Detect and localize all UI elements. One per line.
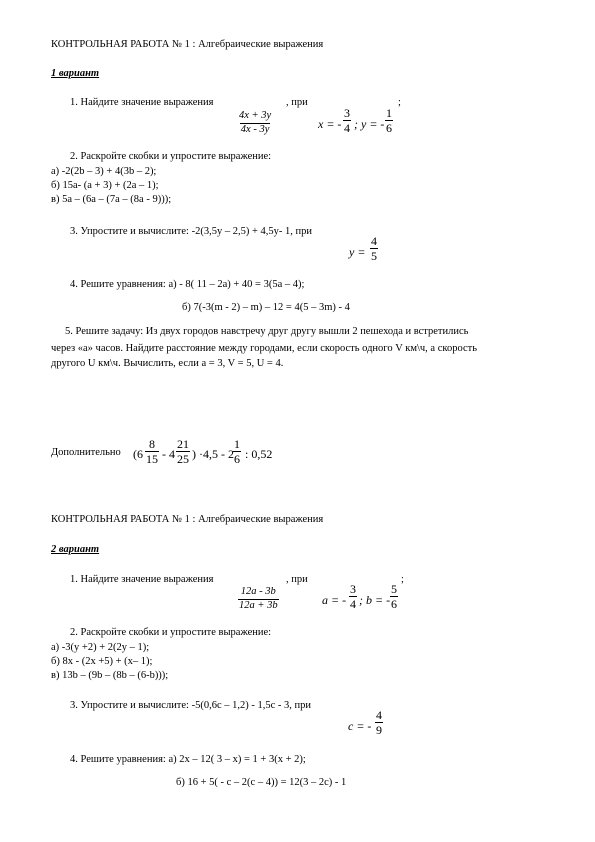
extra-fraction-1 xyxy=(145,438,159,465)
v2-task1-pri: , при xyxy=(286,574,308,585)
extra-f1-num: 8 xyxy=(149,437,155,451)
v2-task1-semicolon: ; xyxy=(401,574,404,585)
v2-task1-a-fraction xyxy=(349,583,357,610)
extra-mid: ) ·4,5 - 2 xyxy=(192,447,234,461)
v1-task1-y-lhs: ; y = - xyxy=(354,117,385,131)
v1-task3-y-fraction xyxy=(370,235,378,262)
v2-task4-b: б) 16 + 5( - c – 2(c – 4)) = 12(3 – 2c) - 1 xyxy=(176,777,347,788)
v1-task3-y-lhs: y = xyxy=(349,245,366,259)
v2-task1-b-num: 5 xyxy=(391,582,397,596)
v1-task2-c: в) 5a – (6a – (7a – (8a - 9))); xyxy=(51,194,172,205)
v2-task3-text: 3. Упростите и вычислите: -5(0,6c – 1,2) - 1,5c - 3, при xyxy=(70,700,312,711)
extra-f2-den: 25 xyxy=(177,452,189,466)
v2-task2-c: в) 13b – (9b – (8b – (6-b))); xyxy=(51,670,169,681)
v2-variant: 2 вариант xyxy=(51,544,100,555)
v1-task1-y-fraction xyxy=(385,107,393,134)
extra-label: Дополнительно xyxy=(51,447,121,458)
v2-task1-fraction xyxy=(238,587,279,611)
v1-task5-line2: через «a» часов. Найдите расстояние между городами, если скорость одного V км\ч, а скорость xyxy=(51,343,477,354)
v1-task1-x-fraction xyxy=(343,107,351,134)
v1-task3-y-den: 5 xyxy=(371,249,377,263)
v2-task1-a-den: 4 xyxy=(350,597,356,611)
v2-task1-text: 1. Найдите значение выражения xyxy=(70,574,214,585)
v2-task3-c-num: 4 xyxy=(376,708,382,722)
v1-task1-x-lhs: x = - xyxy=(318,117,342,131)
v1-task2-b: б) 15a- (a + 3) + (2a – 1); xyxy=(51,180,159,191)
v1-task1-semicolon: ; xyxy=(398,97,401,108)
v2-task1-a-num: 3 xyxy=(350,582,356,596)
v2-task1-b-lhs: ; b = - xyxy=(359,593,391,607)
v2-task1-numerator: 12a - 3b xyxy=(240,586,276,597)
v2-header: КОНТРОЛЬНАЯ РАБОТА № 1 : Алгебраические выражения xyxy=(51,514,324,525)
v1-task5-line3: другого U км\ч. Вычислить, если a = 3, V = 5, U = 4. xyxy=(51,358,284,369)
v2-task2-a: а) -3(y +2) + 2(2y – 1); xyxy=(51,642,150,653)
v1-task3-text: 3. Упростите и вычислите: -2(3,5y – 2,5) + 4,5y- 1, при xyxy=(70,226,312,237)
v1-task2-text: 2. Раскройте скобки и упростите выражение: xyxy=(70,151,272,162)
v1-task3-y-num: 4 xyxy=(371,234,377,248)
extra-f3-num: 1 xyxy=(234,437,240,451)
v2-task1-b-den: 6 xyxy=(391,597,397,611)
v1-task4-b: б) 7(-3(m - 2) – m) – 12 = 4(5 – 3m) - 4 xyxy=(182,302,350,313)
extra-fraction-3 xyxy=(233,438,241,465)
v1-task4-text: 4. Решите уравнения: а) - 8( 11 – 2a) + 40 = 3(5a – 4); xyxy=(70,279,305,290)
v2-task1-a-lhs: a = - xyxy=(322,593,347,607)
v2-task2-b: б) 8x - (2x +5) + (x– 1); xyxy=(51,656,153,667)
v1-task1-text: 1. Найдите значение выражения xyxy=(70,97,214,108)
v2-task1-denominator: 12a + 3b xyxy=(239,599,278,611)
extra-open: (6 xyxy=(133,447,143,461)
v1-task1-pri: , при xyxy=(286,97,308,108)
v1-task1-numerator: 4x + 3y xyxy=(239,110,272,121)
extra-fraction-2 xyxy=(176,438,190,465)
v1-header: КОНТРОЛЬНАЯ РАБОТА № 1 : Алгебраические выражения xyxy=(51,39,324,50)
extra-minus: - 4 xyxy=(162,447,175,461)
v1-task1-x-den: 4 xyxy=(344,121,350,135)
extra-end: : 0,52 xyxy=(245,447,273,461)
v2-task3-c-fraction xyxy=(375,709,383,736)
v2-task3-c-den: 9 xyxy=(376,723,382,737)
v2-task1-b-fraction xyxy=(390,583,398,610)
v1-task1-denominator: 4x - 3y xyxy=(240,123,270,135)
v1-task1-fraction xyxy=(238,111,272,135)
v1-variant: 1 вариант xyxy=(51,68,100,79)
v1-task1-x-num: 3 xyxy=(344,106,350,120)
v1-task2-a: а) -2(2b – 3) + 4(3b – 2); xyxy=(51,166,157,177)
v1-task5-line1: 5. Решите задачу: Из двух городов навстречу друг другу вышли 2 пешехода и встретились xyxy=(65,326,469,337)
v1-task1-y-den: 6 xyxy=(386,121,392,135)
v1-task1-y-num: 1 xyxy=(386,106,392,120)
v2-task2-text: 2. Раскройте скобки и упростите выражение: xyxy=(70,627,272,638)
extra-f1-den: 15 xyxy=(146,452,158,466)
extra-f3-den: 6 xyxy=(234,452,240,466)
v2-task4-text: 4. Решите уравнения: а) 2x – 12( 3 – x) = 1 + 3(x + 2); xyxy=(70,754,306,765)
extra-f2-num: 21 xyxy=(177,437,189,451)
v2-task3-c-lhs: c = - xyxy=(348,719,372,733)
